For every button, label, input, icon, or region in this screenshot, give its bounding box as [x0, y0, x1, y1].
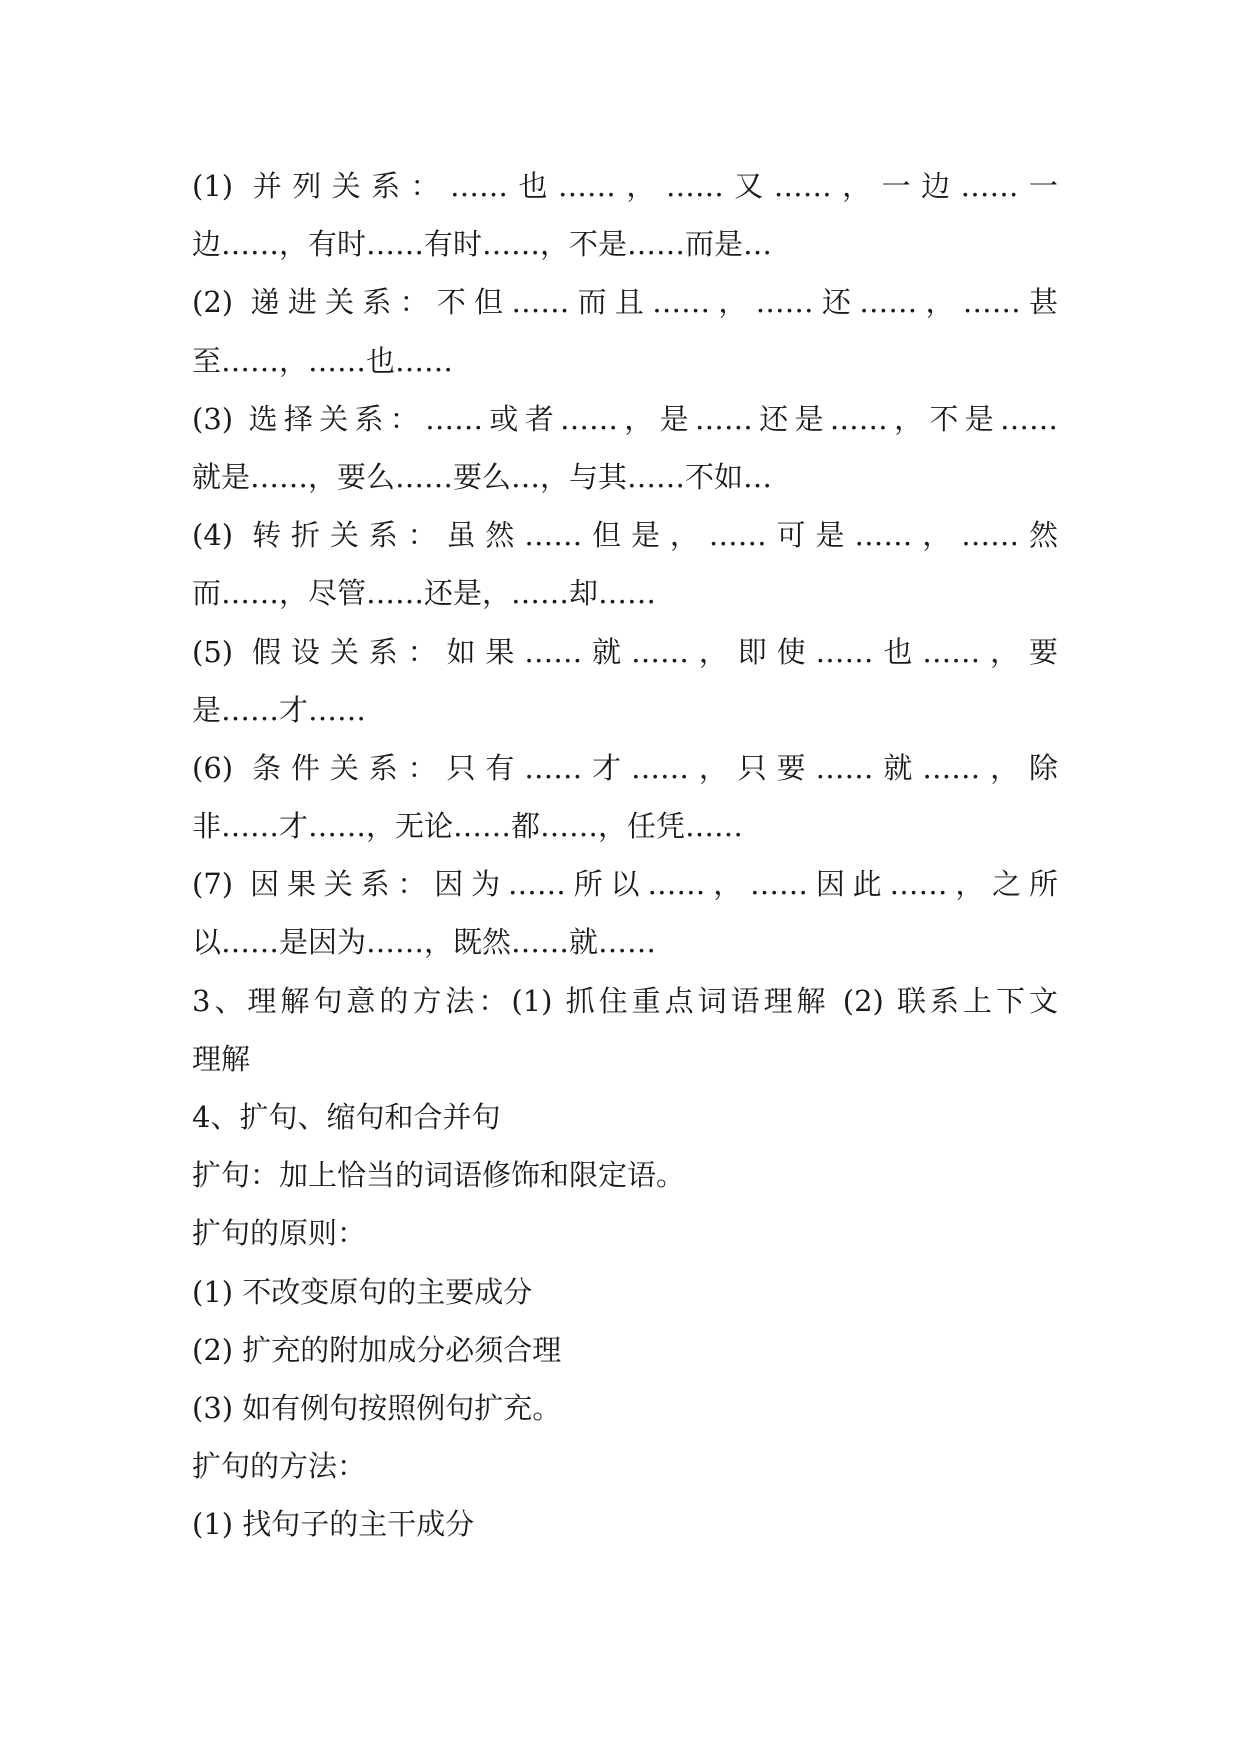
text-line: 扩句的原则：: [192, 1216, 367, 1251]
list-item: (1) 找句子的主干成分: [192, 1507, 475, 1542]
text-line: 而……，尽管……还是，……却……: [192, 576, 657, 611]
text-line: 理解: [192, 1041, 251, 1076]
text-line: (2) 递进关系：不但……而且……，……还……，……甚: [192, 285, 1058, 320]
text-line: 以……是因为……，既然……就……: [192, 925, 657, 960]
text-line: (6) 条件关系：只有……才……，只要……就……，除: [192, 750, 1058, 785]
list-item: (2) 扩充的附加成分必须合理: [192, 1332, 562, 1367]
list-item: (3) 如有例句按照例句扩充。: [192, 1390, 562, 1425]
section-heading: 4、扩句、缩句和合并句: [192, 1100, 501, 1134]
text-line: 扩句：加上恰当的词语修饰和限定语。: [192, 1158, 686, 1193]
text-line: (1) 并列关系：……也……，……又……，一边……一: [192, 169, 1058, 203]
text-line: 就是……，要么……要么…，与其……不如…: [192, 459, 773, 494]
text-line: 是……才……: [192, 692, 367, 727]
text-line: 边……，有时……有时……，不是……而是…: [192, 227, 773, 262]
text-line: (7) 因果关系：因为……所以……，……因此……，之所: [192, 867, 1058, 902]
document-body: [192, 157, 1058, 1554]
text-line: (4) 转折关系：虽然……但是，……可是……，……然: [192, 518, 1058, 553]
text-line: 扩句的方法：: [192, 1449, 367, 1484]
text-line: 非……才……，无论……都……，任凭……: [192, 809, 744, 844]
text-line: 至……，……也……: [192, 343, 454, 378]
list-item: (1) 不改变原句的主要成分: [192, 1274, 533, 1309]
text-line: (3) 选择关系：……或者……，是……还是……，不是……: [192, 401, 1058, 436]
text-line: (5) 假设关系：如果……就……，即使……也……，要: [192, 634, 1058, 669]
text-line: 3、理解句意的方法：(1) 抓住重点词语理解 (2) 联系上下文: [192, 983, 1058, 1018]
